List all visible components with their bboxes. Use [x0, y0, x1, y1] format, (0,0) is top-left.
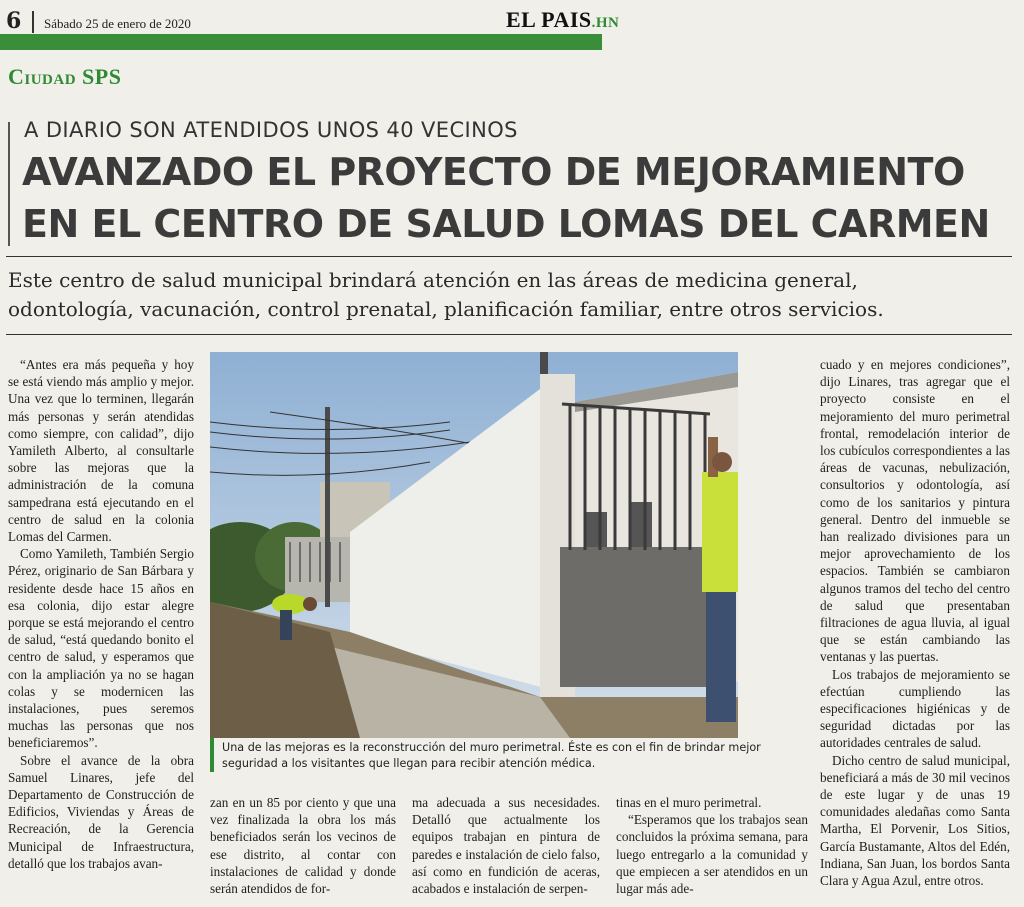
logo-text: EL PAIS — [506, 7, 592, 32]
paragraph: “Antes era más pequeña y hoy se está viendo más amplio y mejor. Una vez que lo terminen, llegarán más personas y serán atendidas como siempre, con calidad”, dijo Yamileth Alberto, al consultarle sobre las mejoras que la administración de la comuna sampedrana está ejecutando en el centro de salud en la colonia Lomas del Carmen. — [8, 357, 194, 545]
paragraph: tinas en el muro perimetral. — [616, 795, 762, 810]
headline-rule — [8, 122, 10, 246]
headline — [22, 146, 1012, 250]
newspaper-logo — [506, 7, 619, 33]
page-number: 6 — [6, 8, 22, 34]
issue-date: Sábado 25 de enero de 2020 — [44, 16, 191, 31]
kicker: A DIARIO SON ATENDIDOS UNOS 40 VECINOS — [24, 118, 518, 142]
headline-line-1: AVANZADO EL PROYECTO DE MEJORAMIENTO — [22, 150, 965, 194]
header-green-bar — [0, 34, 602, 50]
caption-marker — [210, 738, 214, 772]
paragraph: Dicho centro de salud municipal, beneficiará a más de 30 mil vecinos de este lugar y de unas 19 comunidades aledañas como Santa Martha, El Porvenir, Los Sitios, García Bustamante, Altos del Edén, Indiana, San Juan, los bordos Santa Clara y Agua Azul, entre otros. — [820, 752, 1010, 889]
deck-line-1: Este centro de salud municipal brindará atención en las áreas de medicina general, — [8, 268, 858, 292]
article-photo — [210, 352, 738, 738]
photo-caption: Una de las mejoras es la reconstrucción del muro perimetral. Éste es con el fin de brindar mejor seguridad a los visitantes que llegan para recibir atención médica. — [222, 741, 761, 770]
paragraph: Como Yamileth, También Sergio Pérez, originario de San Bárbara y residente desde hace 15 años en esa colonia, dijo estar alegre porque se está mejorando el centro de salud, “está quedando bonito el centro de salud, y esperamos que con la ampliación ya no se hagan colas y se modernicen las instalaciones, pues seremos muchas las personas que nos beneficiaremos”. — [8, 546, 194, 751]
paragraph: “Esperamos que los trabajos sean concluidos la próxima semana, para luego entregarlo a la comunidad y que empiecen a ser atendidos en un lugar más ade- — [616, 812, 808, 897]
photo-illustration — [210, 352, 738, 738]
paragraph: zan en un 85 por ciento y que una vez finalizada la obra los más beneficiados serán los vecinos de ese distrito, al contar con instalaciones de calidad y donde serán atendidos de for- — [210, 795, 396, 897]
header-divider — [32, 11, 34, 33]
column-3 — [412, 794, 600, 897]
divider-top — [6, 256, 1012, 257]
column-2 — [210, 794, 396, 897]
column-5 — [820, 356, 1010, 889]
deck — [8, 266, 1008, 324]
paragraph: Sobre el avance de la obra Samuel Linares, jefe del Departamento de Construcción de Edificios, Viviendas y Áreas de Recreación, de la Gerencia Municipal de Infraestructura, detalló que los trabajos avan- — [8, 752, 194, 871]
paragraph: Los trabajos de mejoramiento se efectúan cumpliendo las especificaciones higiénicas y de seguridad dictadas por las autoridades centrales de salud. — [820, 666, 1010, 751]
paragraph: ma adecuada a sus necesidades. Detalló que actualmente los equipos trabajan en pintura de paredes e instalación de cielo falso, así como en fundición de aceras, acabados e instalación de serpen- — [412, 795, 600, 897]
section-title: Ciudad SPS — [8, 64, 122, 89]
deck-line-2: odontología, vacunación, control prenatal, planificación familiar, entre otros servicios. — [8, 297, 884, 321]
headline-line-2: EN EL CENTRO DE SALUD LOMAS DEL CARMEN — [22, 202, 990, 246]
divider-bottom — [6, 334, 1012, 335]
paragraph: cuado y en mejores condiciones”, dijo Linares, tras agregar que el proyecto consiste en el mejoramiento del muro perimetral frontal, remodelación interior de los cubículos correspondientes a las áreas de vacunas, nebulización, consultorios y odontología, así como de los sanitarios y pintura general. Dentro del inmueble se han realizado divisiones para un mejor aprovechamiento de los espacios. También se cambiaron algunos tramos del techo del centro de salud que presentaban filtraciones de agua lluvia, al igual que se están cambiando las ventanas y las puertas. — [820, 357, 1010, 665]
logo-suffix: .HN — [591, 15, 620, 31]
column-4 — [616, 794, 808, 897]
column-1 — [8, 356, 194, 872]
